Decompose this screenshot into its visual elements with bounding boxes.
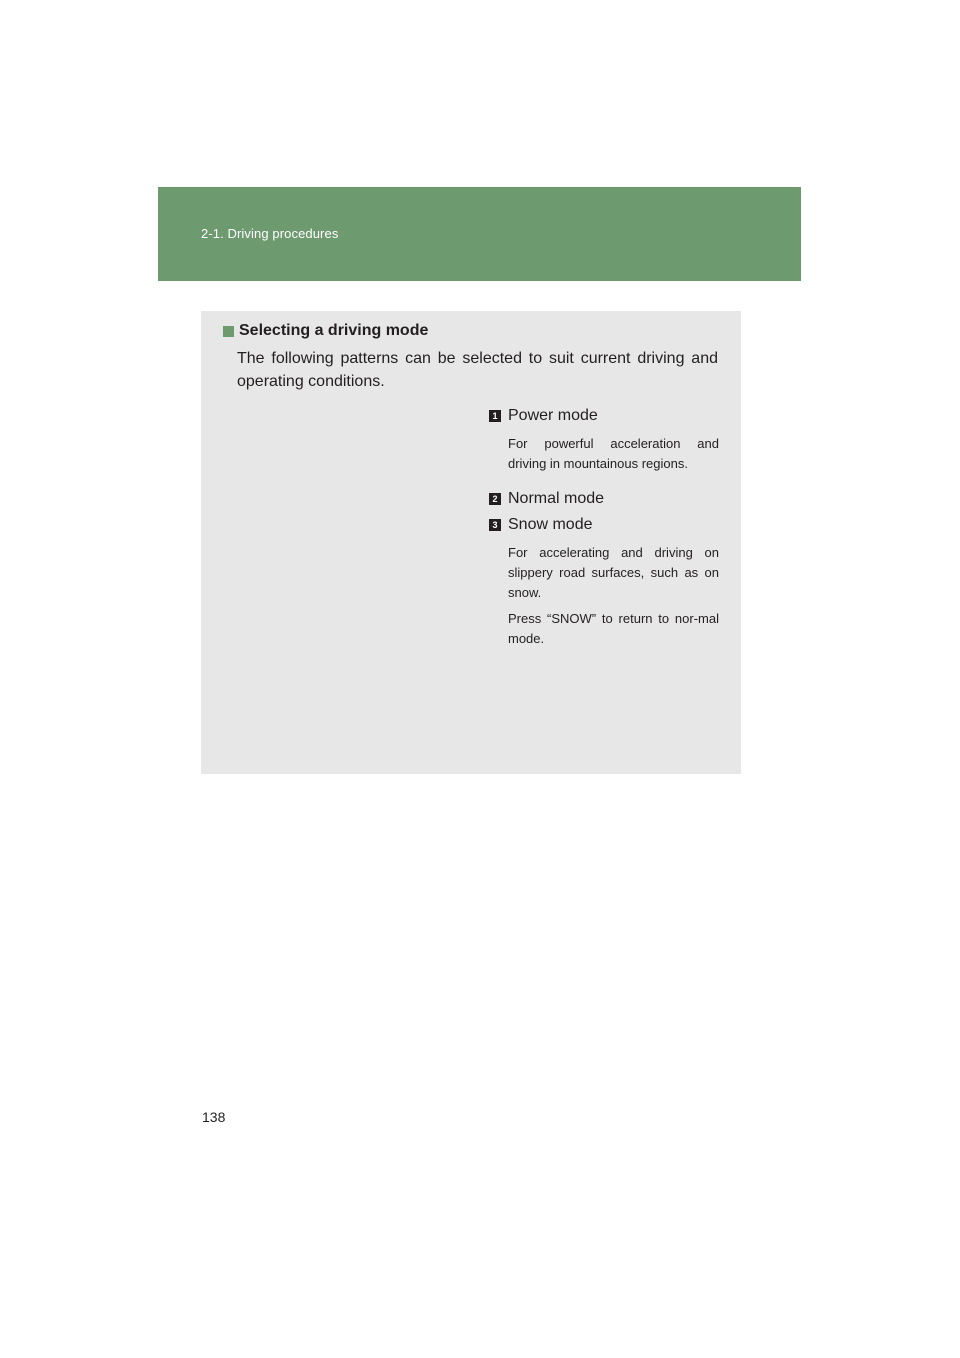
heading-row: [223, 322, 428, 340]
mode-item-snow: [489, 514, 719, 649]
square-bullet-icon: [223, 326, 234, 337]
number-2-icon: 2: [489, 493, 501, 505]
mode-description: For accelerating and driving on slippery road surfaces, such as on snow.: [508, 545, 719, 600]
mode-label: Power mode: [508, 407, 598, 424]
panel-heading: Selecting a driving mode: [239, 322, 429, 339]
mode-description: Press “SNOW” to return to nor-mal mode.: [508, 611, 719, 646]
mode-label: Normal mode: [508, 490, 605, 507]
page-number: 138: [202, 1109, 226, 1125]
number-1-icon: 1: [489, 410, 501, 422]
intro-paragraph: The following patterns can be selected to suit current driving and operating conditions.: [237, 350, 718, 390]
mode-item-power: [489, 405, 719, 474]
info-panel: [201, 311, 741, 774]
section-title: 2-1. Driving procedures: [201, 226, 339, 241]
mode-list: [489, 405, 719, 649]
mode-item-normal: [489, 488, 719, 510]
mode-description: For powerful acceleration and driving in mountainous regions.: [508, 436, 719, 471]
number-3-icon: 3: [489, 519, 501, 531]
mode-label: Snow mode: [508, 516, 593, 533]
section-header-band: [158, 187, 801, 281]
